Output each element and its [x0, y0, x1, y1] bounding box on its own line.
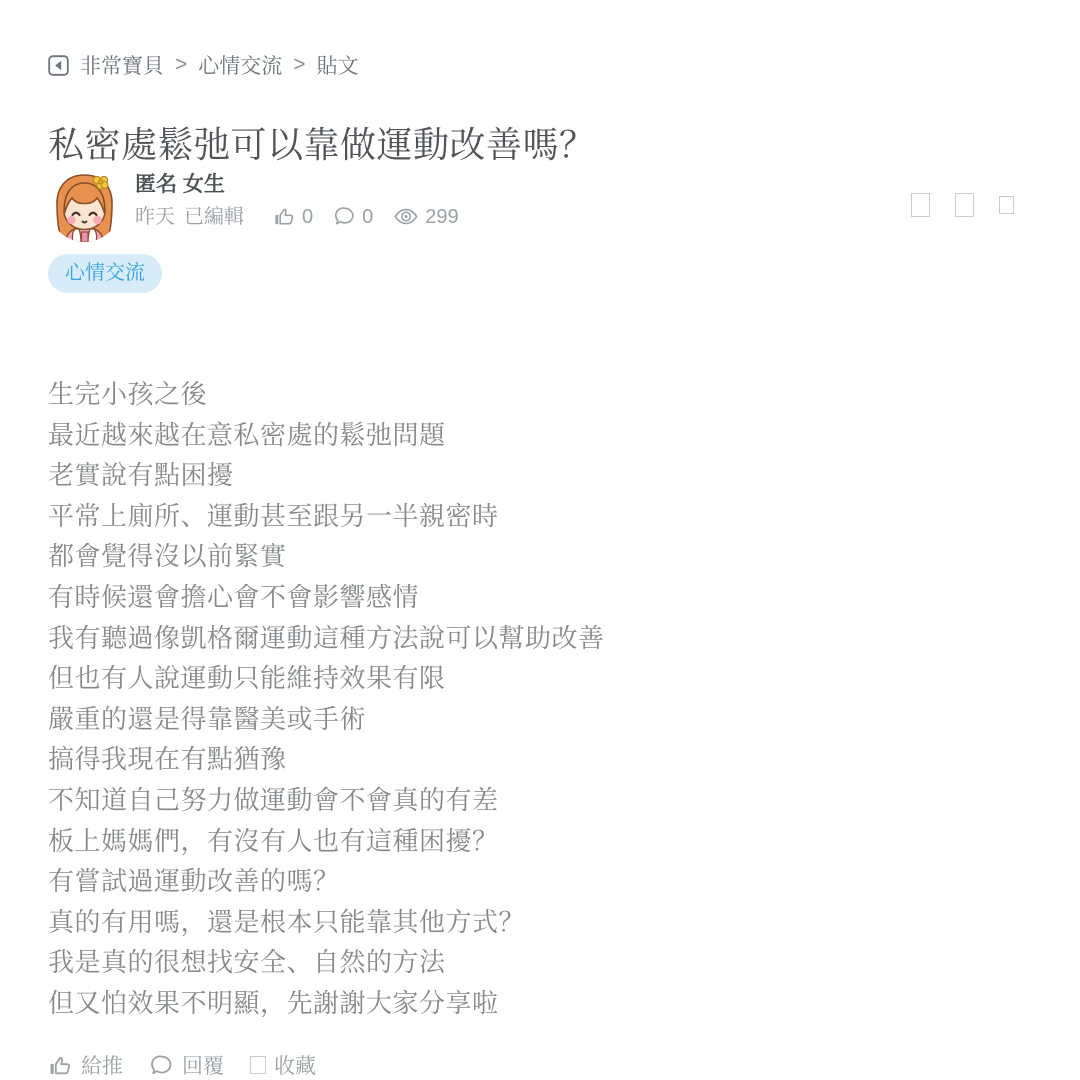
post-body-line: 嚴重的還是得靠醫美或手術: [48, 703, 367, 734]
breadcrumb-category[interactable]: 心情交流: [198, 55, 283, 78]
thumbs-up-icon: [48, 1053, 73, 1078]
post-body: [48, 374, 1048, 1024]
post-body-line: 最近越來越在意私密處的鬆弛問題: [48, 419, 446, 450]
header-actions: [911, 193, 1014, 217]
post-body-line: 但又怕效果不明顯，先謝謝大家分享啦: [48, 987, 499, 1018]
post-body-line: 但也有人說運動只能維持效果有限: [48, 663, 446, 694]
post-body-line: 有嘗試過運動改善的嗎？: [48, 866, 340, 897]
thumbs-up-icon: [273, 205, 296, 228]
breadcrumb-board[interactable]: 非常寶貝: [80, 55, 164, 78]
header-placeholder-icon-3[interactable]: [999, 196, 1014, 214]
post-time: 昨天: [135, 205, 175, 228]
author-name: 匿名 女生: [135, 172, 225, 196]
comment-count-stat: [333, 204, 373, 230]
comment-bubble-icon: [149, 1053, 174, 1078]
like-count-stat: [273, 204, 313, 230]
post-body-line: 我有聽過像凱格爾運動這種方法說可以幫助改善: [48, 622, 605, 653]
header-placeholder-icon-1[interactable]: [911, 193, 930, 217]
breadcrumb-separator: >: [293, 53, 306, 76]
bookmark-button[interactable]: [250, 1050, 316, 1080]
post-body-line: 搞得我現在有點猶豫: [48, 744, 287, 775]
post-body-line: 老實說有點困擾: [48, 460, 234, 491]
author-info-block: [48, 169, 459, 242]
comment-bubble-icon: [333, 205, 356, 228]
post-meta-row: [135, 204, 459, 230]
breadcrumb-separator: >: [175, 53, 188, 76]
post-body-line: 都會覺得沒以前緊實: [48, 541, 287, 572]
breadcrumb-current: 貼文: [316, 55, 359, 78]
post-body-line: 生完小孩之後: [48, 379, 208, 409]
post-body-line: 不知道自己努力做運動會不會真的有差: [48, 784, 499, 815]
view-count: 299: [425, 205, 459, 228]
reply-button[interactable]: [149, 1050, 224, 1080]
category-tag[interactable]: 心情交流: [48, 254, 162, 293]
post-body-line: 我是真的很想找安全、自然的方法: [48, 947, 446, 978]
post-body-line: 板上媽媽們，有沒有人也有這種困擾？: [48, 825, 499, 856]
author-row: [48, 168, 1032, 242]
eye-icon: [393, 205, 419, 228]
post-body-line: 平常上廁所、運動甚至跟另一半親密時: [48, 500, 499, 531]
author-text-block: [135, 169, 459, 230]
post-body-line: 有時候還會擔心會不會影響感情: [48, 581, 420, 612]
post-title: 私密處鬆弛可以靠做運動改善嗎？: [48, 124, 596, 166]
bookmark-button-label: 收藏: [274, 1055, 316, 1078]
post-edited-badge: 已編輯: [184, 205, 244, 228]
post-body-line: 真的有用嗎，還是根本只能靠其他方式？: [48, 906, 526, 937]
like-count: 0: [302, 205, 314, 228]
like-button-label: 給推: [81, 1055, 123, 1078]
reply-button-label: 回覆: [182, 1055, 224, 1078]
back-icon[interactable]: [48, 55, 69, 76]
breadcrumb: [48, 50, 359, 80]
bookmark-placeholder-icon: [250, 1056, 266, 1074]
view-count-stat: [393, 204, 458, 230]
girl-avatar: [48, 169, 121, 242]
post-action-bar: [48, 1050, 316, 1080]
header-placeholder-icon-2[interactable]: [955, 193, 974, 217]
like-button[interactable]: [48, 1050, 123, 1080]
comment-count: 0: [362, 205, 374, 228]
